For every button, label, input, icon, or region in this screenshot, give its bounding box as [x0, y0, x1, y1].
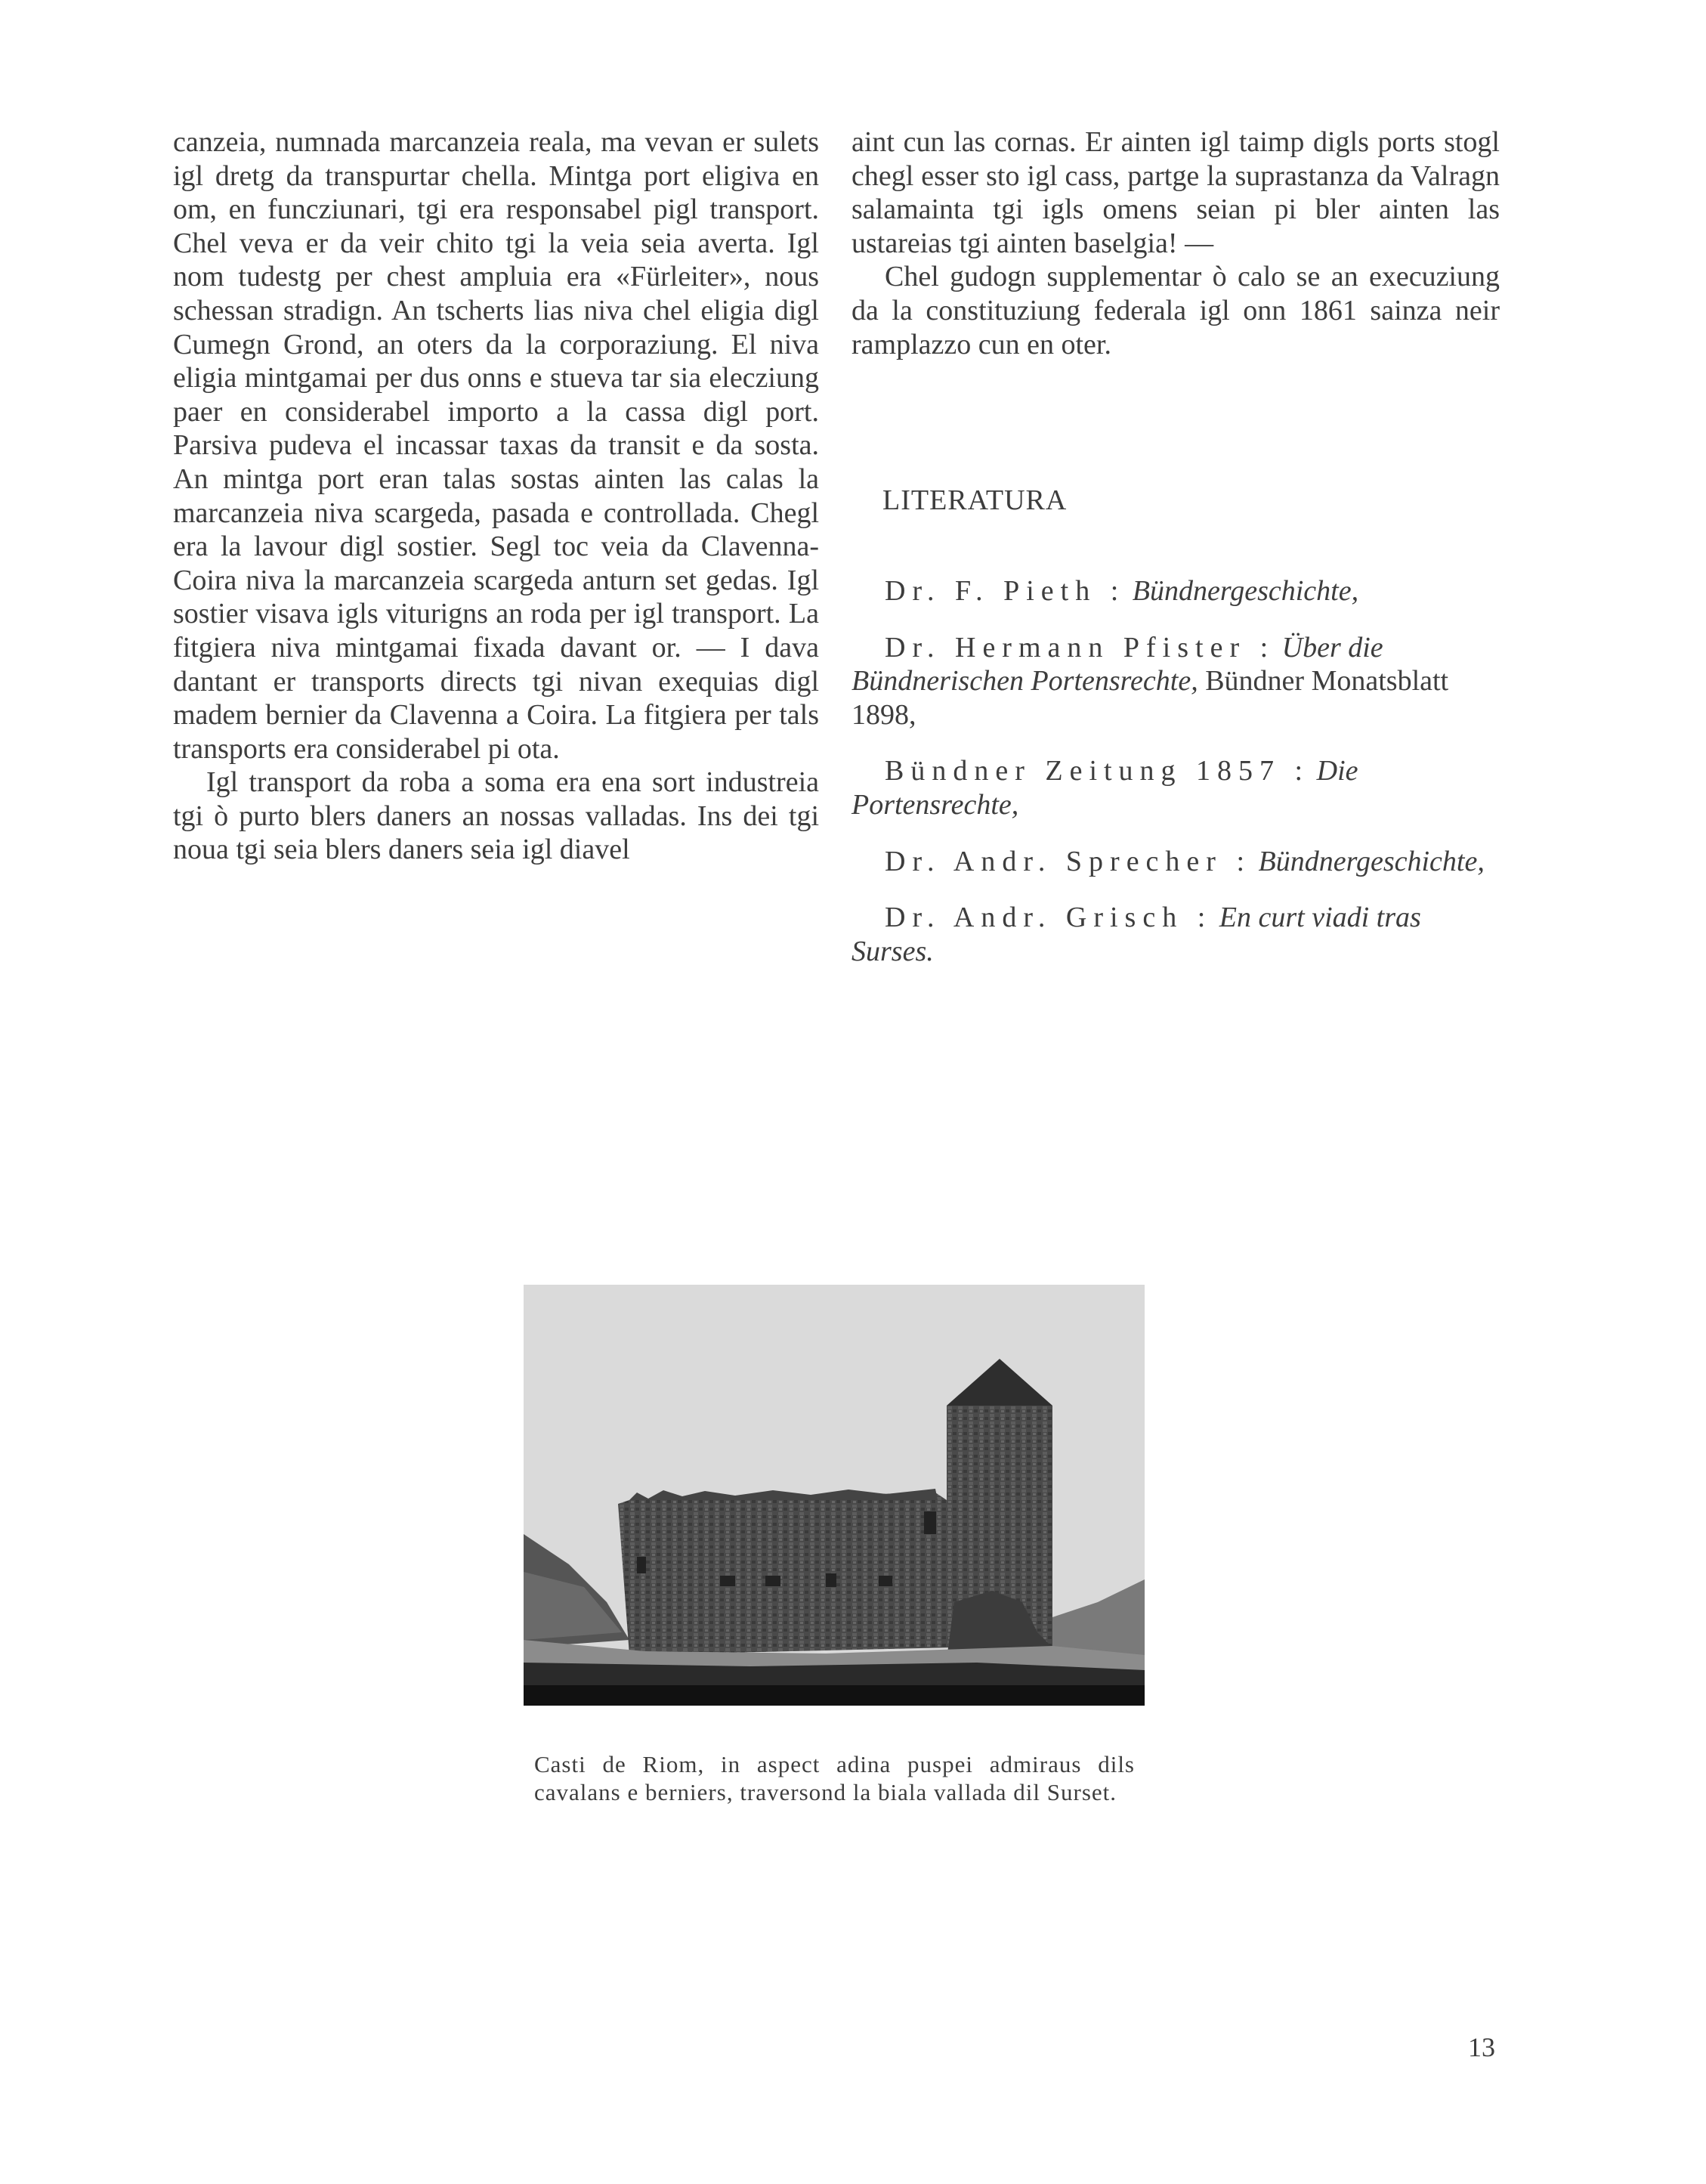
reference-title: Über die Bündnerischen Portensrechte,	[851, 631, 1383, 698]
reference-author: Dr. Hermann Pfister :	[885, 631, 1275, 664]
castle-illustration	[524, 1285, 1145, 1706]
reference-item	[851, 574, 1500, 608]
reference-author: Dr. F. Pieth :	[885, 575, 1126, 607]
reference-author: Dr. Andr. Grisch :	[885, 902, 1213, 934]
right-text-column	[851, 125, 1500, 361]
paragraph: canzeia, numnada marcanzeia reala, ma vevan er sulets igl dretg da transpurtar chella. Mintga port eligiva en om, en funcziunari, tgi era responsabel pigl transport. Chel veva er da veir chito tgi la veia seia averta. Igl nom tudestg per chest ampluia era «Fürleiter», nous schessan stradign. An tscherts lias niva chel eligia digl Cumegn Grond, an oters da la corporaziung. El niva eligia mintgamai per dus onns e stueva tar sia elecziung paer en considerabel importo a la cassa digl port. Parsiva pudeva el incassar taxas da transit e da sosta. An mintga port eran talas sostas ainten las calas la marcanzeia niva scargeda, pasada e controllada. Chegl era la lavour digl sostier. Segl toc veia da Clavenna-Coira niva la marcanzeia scargeda anturn set gedas. Igl sostier visava igls viturigns an roda per igl transport. La fitgiera niva mintgamai fixada davant or. — I dava dantant er transports directs tgi nivan exequias digl madem bernier da Clavenna a Coira. La fitgiera per tals transports era considerabel pi ota.	[173, 126, 819, 765]
paragraph: Chel gudogn supplementar ò calo se an execuziung da la constituziung federala igl onn 1861 sainza neir ramplazzo cun en oter.	[851, 261, 1500, 360]
page-number: 13	[1468, 2032, 1495, 2062]
reference-title: Die Portensrechte,	[851, 755, 1358, 821]
reference-item	[851, 901, 1500, 968]
reference-title: En curt viadi tras Surses.	[851, 902, 1421, 967]
reference-extra: Bündner Monatsblatt 1898,	[851, 665, 1449, 731]
paragraph: aint cun las cornas. Er ainten igl taimp digls ports stogl chegl esser sto igl cass, partge la suprastanza da Valragn salamainta tgi igls omens seian pi bler ainten las ustareias tgi ainten baselgia! —	[851, 126, 1500, 259]
paragraph: Igl transport da roba a soma era ena sort industreia tgi ò purto blers daners an nossas valladas. Ins dei tgi noua tgi seia blers daners seia igl diavel	[173, 766, 819, 866]
reference-item	[851, 845, 1500, 879]
figure-caption: Casti de Riom, in aspect adina puspei admiraus dils cavalans e berniers, traversond la biala vallada dil Surset.	[534, 1751, 1135, 1805]
literature-list	[851, 574, 1500, 991]
left-text-column	[173, 125, 819, 867]
reference-item	[851, 754, 1500, 821]
reference-title: Bündnergeschichte,	[1132, 575, 1359, 607]
reference-item	[851, 631, 1500, 732]
castle-photo	[524, 1285, 1145, 1706]
reference-title: Bündnergeschichte,	[1258, 845, 1485, 877]
reference-author: Bündner Zeitung 1857 :	[885, 755, 1310, 787]
reference-author: Dr. Andr. Sprecher :	[885, 845, 1252, 877]
literature-heading: LITERATURA	[882, 484, 1068, 516]
